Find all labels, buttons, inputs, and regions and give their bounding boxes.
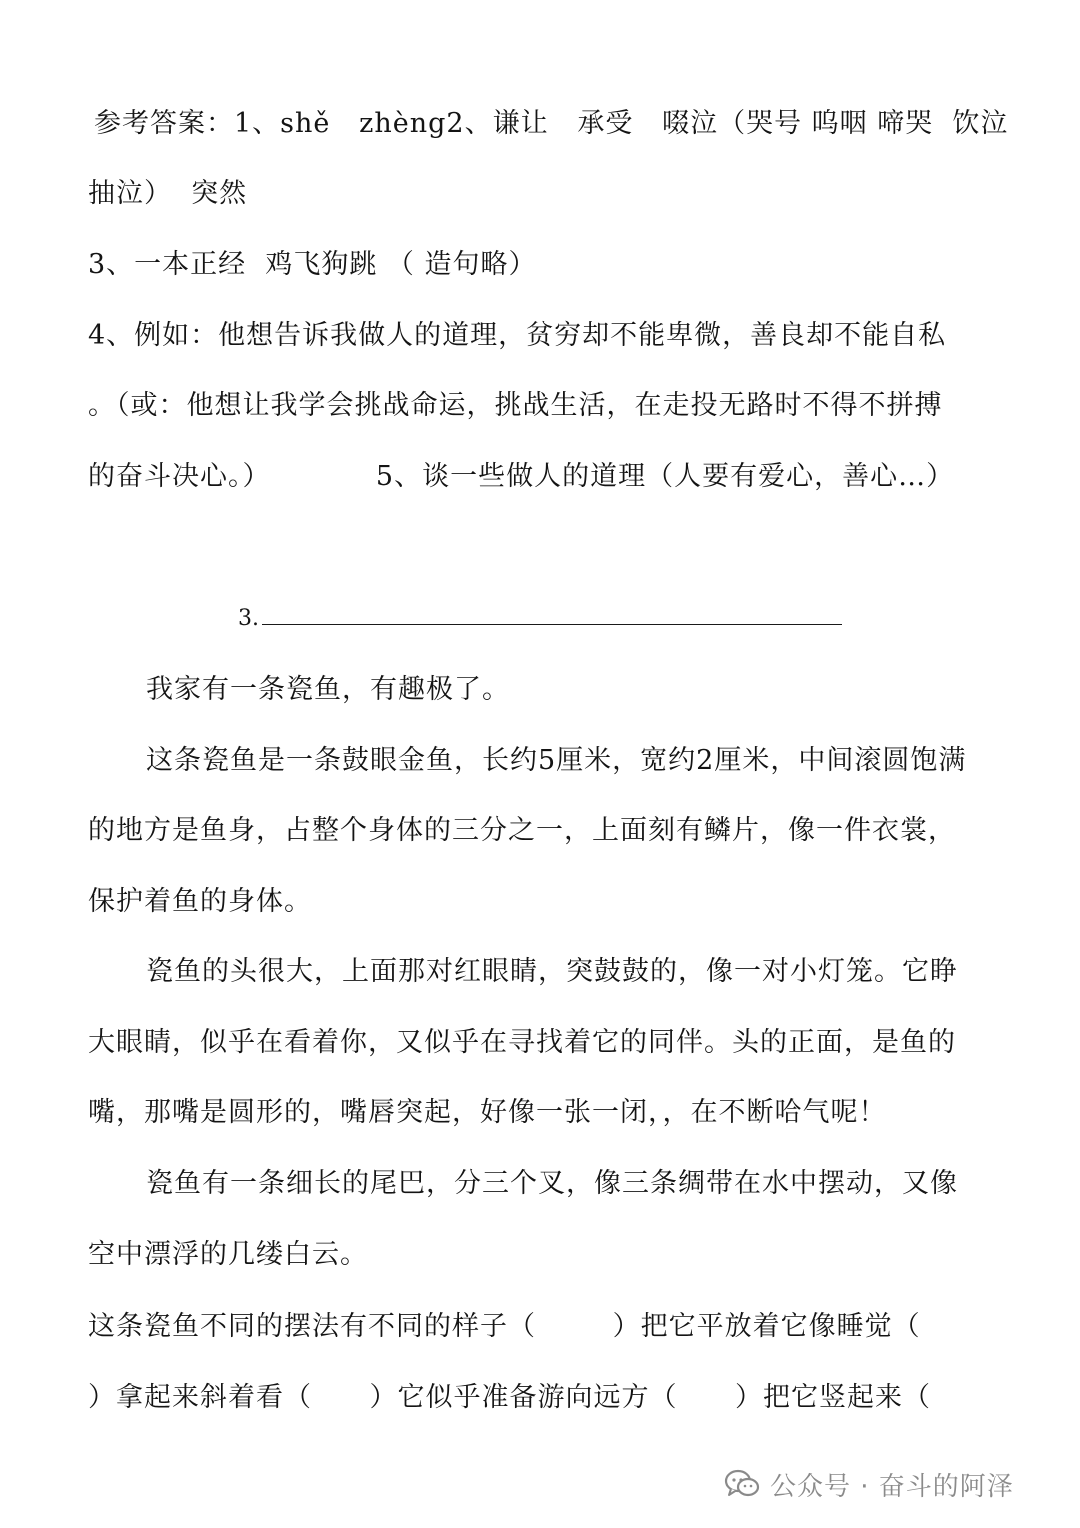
watermark-text: 公众号 · 奋斗的阿泽 xyxy=(770,1471,1014,1502)
article-line-8: 瓷鱼有一条细长的尾巴，分三个叉，像三条绸带在水中摆动，又像 xyxy=(146,1168,958,1199)
answer-line-6: 的奋斗决心。） 5、谈一些做人的道理（人要有爱心，善心…） xyxy=(88,461,955,492)
wechat-official-account-icon xyxy=(724,1469,760,1499)
article-line-10: 这条瓷鱼不同的摆法有不同的样子（ ）把它平放着它像睡觉（ xyxy=(88,1311,921,1342)
article-line-1: 我家有一条瓷鱼，有趣极了。 xyxy=(146,674,510,705)
section-number: 3. xyxy=(238,606,259,631)
article-line-9: 空中漂浮的几缕白云。 xyxy=(88,1239,368,1270)
answer-line-2: 抽泣） 突然 xyxy=(88,178,248,209)
watermark xyxy=(724,1462,1014,1506)
answer-line-1: 参考答案：1、shě zhèng2、谦让 承受 啜泣（哭号 呜咽 啼哭 饮泣 xyxy=(94,108,1009,139)
article-line-4: 保护着鱼的身体。 xyxy=(88,886,312,917)
article-line-11: ）拿起来斜着看（ ）它似乎准备游向远方（ ）把它竖起来（ xyxy=(88,1382,931,1413)
article-line-7: 嘴，那嘴是圆形的，嘴唇突起，好像一张一闭，，在不断哈气呢！ xyxy=(88,1097,887,1128)
answer-line-4: 4、例如：他想告诉我做人的道理，贫穷却不能卑微，善良却不能自私 xyxy=(88,320,947,351)
answer-line-5: 。（或：他想让我学会挑战命运，挑战生活，在走投无路时不得不拼搏 xyxy=(88,390,943,421)
article-line-5: 瓷鱼的头很大，上面那对红眼睛，突鼓鼓的，像一对小灯笼。它睁 xyxy=(146,956,958,987)
section-title-blank-line xyxy=(262,624,842,625)
answer-line-3: 3、一本正经 鸡飞狗跳 （ 造句略） xyxy=(88,249,537,280)
article-line-3: 的地方是鱼身，占整个身体的三分之一，上面刻有鳞片，像一件衣裳， xyxy=(88,815,956,846)
article-line-6: 大眼睛，似乎在看着你，又似乎在寻找着它的同伴。头的正面，是鱼的 xyxy=(88,1027,956,1058)
article-line-2: 这条瓷鱼是一条鼓眼金鱼，长约5厘米，宽约2厘米，中间滚圆饱满 xyxy=(146,745,967,776)
